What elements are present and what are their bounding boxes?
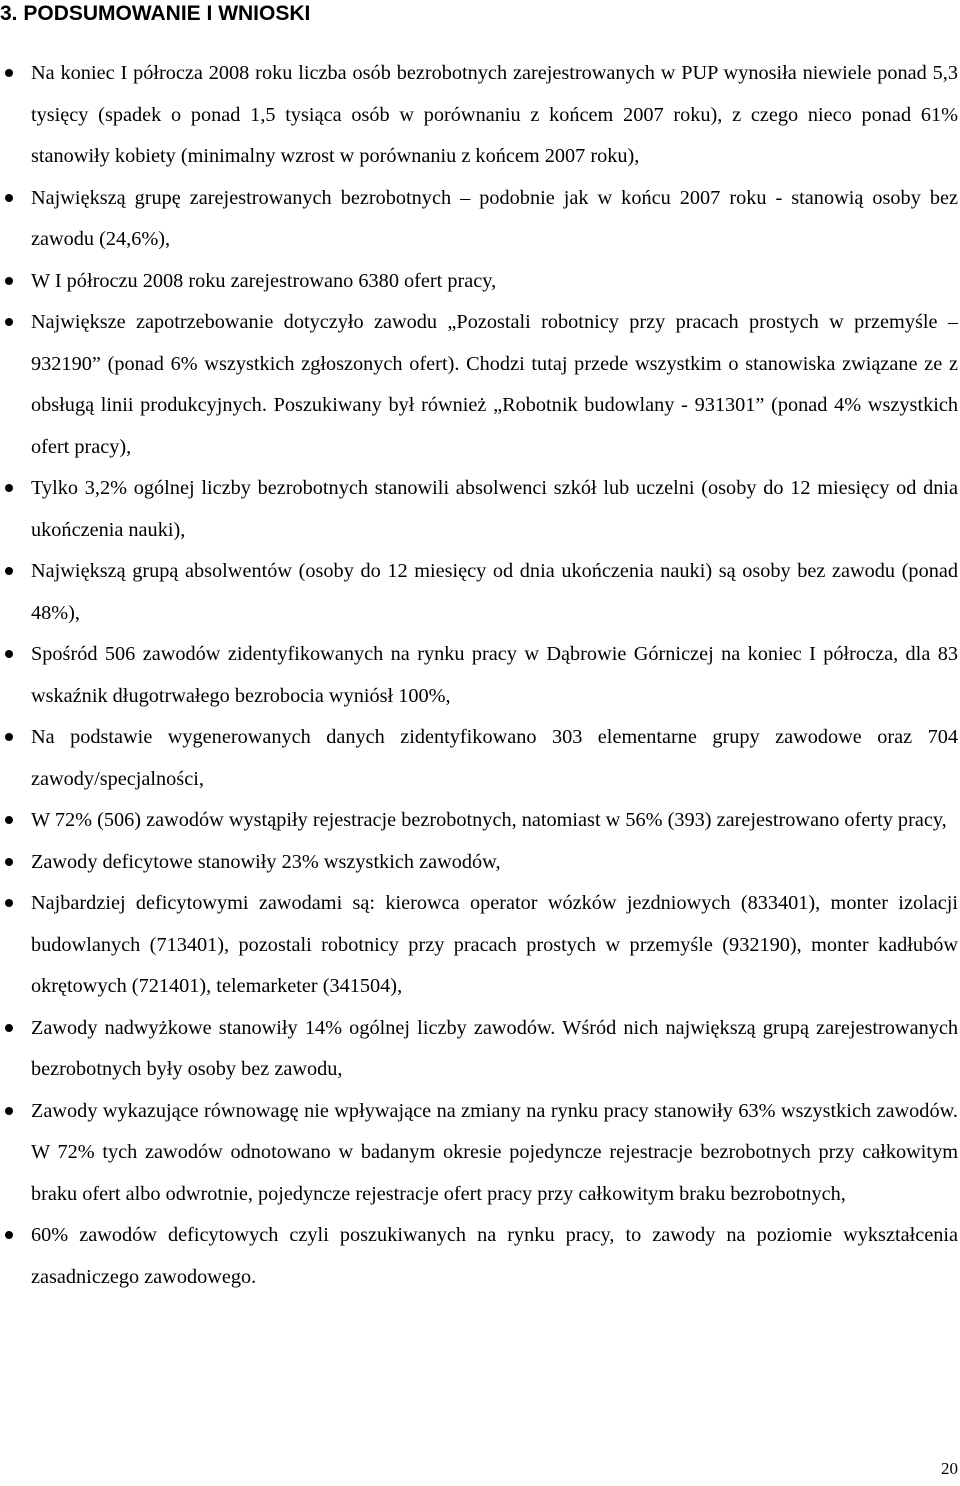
bullet-icon <box>5 194 13 202</box>
list-item-text: Tylko 3,2% ogólnej liczby bezrobotnych stanowili absolwenci szkół lub uczelni (osoby do 12 miesięcy od dnia ukończenia nauki), <box>31 477 958 541</box>
list-item-text: Spośród 506 zawodów zidentyfikowanych na rynku pracy w Dąbrowie Górniczej na koniec I półrocza, dla 83 wskaźnik długotrwałego bezrobocia wyniósł 100%, <box>31 643 958 707</box>
list-item-text: W 72% (506) zawodów wystąpiły rejestracje bezrobotnych, natomiast w 56% (393) zarejestrowano oferty pracy, <box>31 809 947 831</box>
list-item <box>0 178 958 261</box>
list-item <box>0 717 958 800</box>
list-item <box>0 302 958 468</box>
list-item-text: Zawody deficytowe stanowiły 23% wszystkich zawodów, <box>31 850 501 873</box>
bullet-icon <box>5 318 13 326</box>
bullet-icon <box>5 567 13 575</box>
list-item-text: Najbardziej deficytowymi zawodami są: kierowca operator wózków jezdniowych (833401), monter izolacji budowlanych (713401), pozostali robotnicy przy pracach prostych w przemyśle (932190), monter kadłubów okrętowych (721401), telemarketer (341504), <box>31 892 958 997</box>
list-item <box>0 800 958 842</box>
page-number: 20 <box>941 1459 958 1478</box>
list-item <box>0 1091 958 1216</box>
bullet-icon <box>5 484 13 492</box>
list-item-text: Zawody nadwyżkowe stanowiły 14% ogólnej liczby zawodów. Wśród nich największą grupą zarejestrowanych bezrobotnych były osoby bez zawodu, <box>31 1016 958 1080</box>
bullet-icon <box>5 650 13 658</box>
list-item <box>0 1008 958 1091</box>
list-item-text: Na podstawie wygenerowanych danych zidentyfikowano 303 elementarne grupy zawodowe oraz 704 zawody/specjalności, <box>31 726 958 790</box>
list-item <box>0 842 958 884</box>
list-item-text: Największą grupą absolwentów (osoby do 12 miesięcy od dnia ukończenia nauki) są osoby bez zawodu (ponad 48%), <box>31 560 958 624</box>
list-item-text: Zawody wykazujące równowagę nie wpływające na zmiany na rynku pracy stanowiły 63% wszystkich zawodów. W 72% tych zawodów odnotowano w badanym okresie pojedyncze rejestracje bezrobotnych przy całkowitym braku ofert albo odwrotnie, pojedyncze rejestracje ofert pracy przy całkowitym braku bezrobotnych, <box>31 1099 958 1205</box>
list-item-text: Największe zapotrzebowanie dotyczyło zawodu „Pozostali robotnicy przy pracach prostych w przemyśle – 932190” (ponad 6% wszystkich zgłoszonych ofert). Chodzi tutaj przede wszystkim o stanowiska związane ze z obsługą linii produkcyjnych. Poszukiwany był również „Robotnik budowlany - 931301” (ponad 4% wszystkich ofert pracy), <box>31 311 958 458</box>
section-title: 3. PODSUMOWANIE I WNIOSKI <box>0 2 311 25</box>
list-item <box>0 1215 958 1298</box>
list-item <box>0 53 958 178</box>
bullet-icon <box>5 733 13 741</box>
bullet-icon <box>5 277 13 285</box>
bullet-icon <box>5 69 13 77</box>
bullet-icon <box>5 858 13 866</box>
list-item-text: Największą grupę zarejestrowanych bezrobotnych – podobnie jak w końcu 2007 roku - stanowią osoby bez zawodu (24,6%), <box>31 186 958 250</box>
bullet-icon <box>5 1024 13 1032</box>
list-item <box>0 634 958 717</box>
conclusions-list <box>0 53 958 1298</box>
bullet-icon <box>5 816 13 824</box>
bullet-icon <box>5 899 13 907</box>
list-item <box>0 551 958 634</box>
list-item <box>0 468 958 551</box>
bullet-icon <box>5 1231 13 1239</box>
bullet-icon <box>5 1107 13 1115</box>
list-item-text: Na koniec I półrocza 2008 roku liczba osób bezrobotnych zarejestrowanych w PUP wynosiła niewiele ponad 5,3 tysięcy (spadek o ponad 1,5 tysiąca osób w porównaniu z końcem 2007 roku), z czego nieco ponad 61% stanowiły kobiety (minimalny wzrost w porównaniu z końcem 2007 roku), <box>31 62 958 167</box>
list-item-text: W I półroczu 2008 roku zarejestrowano 6380 ofert pracy, <box>31 269 497 292</box>
list-item <box>0 261 958 303</box>
list-item <box>0 883 958 1008</box>
list-item-text: 60% zawodów deficytowych czyli poszukiwanych na rynku pracy, to zawody na poziomie wykształcenia zasadniczego zawodowego. <box>31 1224 958 1288</box>
